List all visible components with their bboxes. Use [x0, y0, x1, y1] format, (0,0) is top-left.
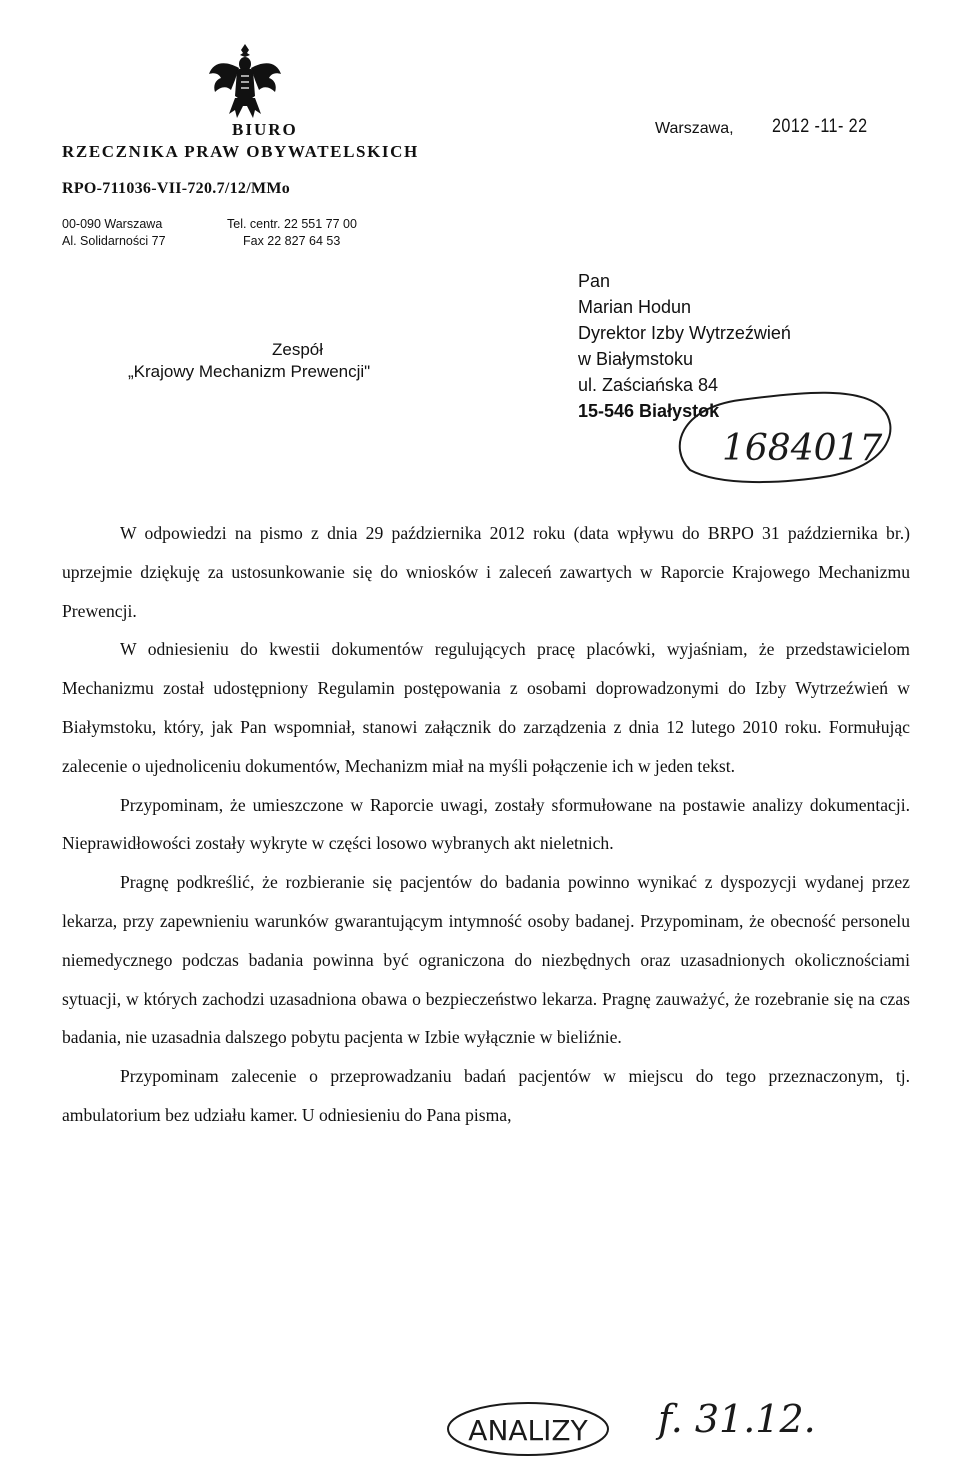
letter-place: Warszawa, [655, 120, 734, 137]
body-paragraph-4: Pragnę podkreślić, że rozbieranie się pacjentów do badania powinno wynikać z dyspozycji wydanej przez lekarza, przy zapewnieniu warunków gwarantującym intymność osoby badanej. Przypominam, że obecność personelu niemedycznego podczas badania powinna być ograniczona do niezbędnych oraz uzasadnionych okolicznościami sytuacji, w których zachodzi uzasadniona obawa o bezpieczeństwo lekarza. Pragnę zauważyć, że rozebranie się na czas badania, nie uzasadnia dalszego pobytu pacjenta w Izbie wyłącznie w bieliźnie. [62, 872, 910, 1048]
sender-address-line1: 00-090 Warszawa [62, 217, 163, 231]
sender-fax: Fax 22 827 64 53 [243, 234, 341, 248]
recipient-salutation: Pan [578, 271, 611, 291]
recipient-street: ul. Zaściańska 84 [578, 375, 719, 395]
reference-number: RPO-711036-VII-720.7/12/MMo [62, 180, 291, 197]
handwritten-date: f. 31.12. [658, 1397, 816, 1441]
sender-address-line2: Al. Solidarności 77 [62, 234, 166, 248]
polish-eagle-emblem-icon [205, 40, 285, 125]
sender-phone: Tel. centr. 22 551 77 00 [227, 217, 357, 231]
letter-body [62, 514, 910, 1135]
recipient-city-line: w Białymstoku [578, 349, 694, 369]
team-name-line1: Zespół [272, 340, 324, 359]
office-name-line2: RZECZNIKA PRAW OBYWATELSKICH [62, 142, 419, 161]
date-stamp: 2012 -11- 22 [772, 116, 868, 137]
body-paragraph-2: W odniesieniu do kwestii dokumentów regulujących pracę placówki, wyjaśniam, że przedstawicielom Mechanizmu został udostępniony Regulamin postępowania z osobami doprowadzonymi do Izby Wytrzeźwień w Białymstoku, który, jak Pan wspomniał, stanowi załącznik do zarządzenia z dnia 12 lutego 2010 roku. Formułując zalecenie o ujednoliceniu dokumentów, Mechanizm miał na myśli połączenie ich w jeden tekst. [62, 639, 910, 776]
analizy-stamp [440, 1395, 620, 1465]
recipient-title: Dyrektor Izby Wytrzeźwień [578, 323, 791, 343]
team-name-line2: „Krajowy Mechanizm Prewencji" [128, 362, 371, 381]
body-paragraph-1: W odpowiedzi na pismo z dnia 29 października 2012 roku (data wpływu do BRPO 31 października br.) uprzejmie dziękuję za ustosunkowanie się do wniosków i zaleceń zawartych w Raporcie Krajowego Mechanizmu Prewencji. [62, 523, 910, 621]
analizy-label: ANALIZY [468, 1414, 588, 1447]
body-paragraph-5: Przypominam zalecenie o przeprowadzaniu badań pacjentów w miejscu do tego przeznaczonym, tj. ambulatorium bez udziału kamer. U odniesieniu do Pana pisma, [62, 1066, 910, 1125]
office-name-line1: BIURO [232, 120, 298, 139]
registration-number: 1684017 [722, 428, 883, 469]
registration-stamp [660, 378, 910, 493]
handwritten-date-note [652, 1380, 832, 1460]
recipient-postal-city: 15-546 Białystok [578, 401, 720, 421]
body-paragraph-3: Przypominam, że umieszczone w Raporcie uwagi, zostały sformułowane na postawie analizy dokumentacji. Nieprawidłowości zostały wykryte w części losowo wybranych akt nieletnich. [62, 794, 910, 854]
recipient-name: Marian Hodun [578, 297, 692, 317]
